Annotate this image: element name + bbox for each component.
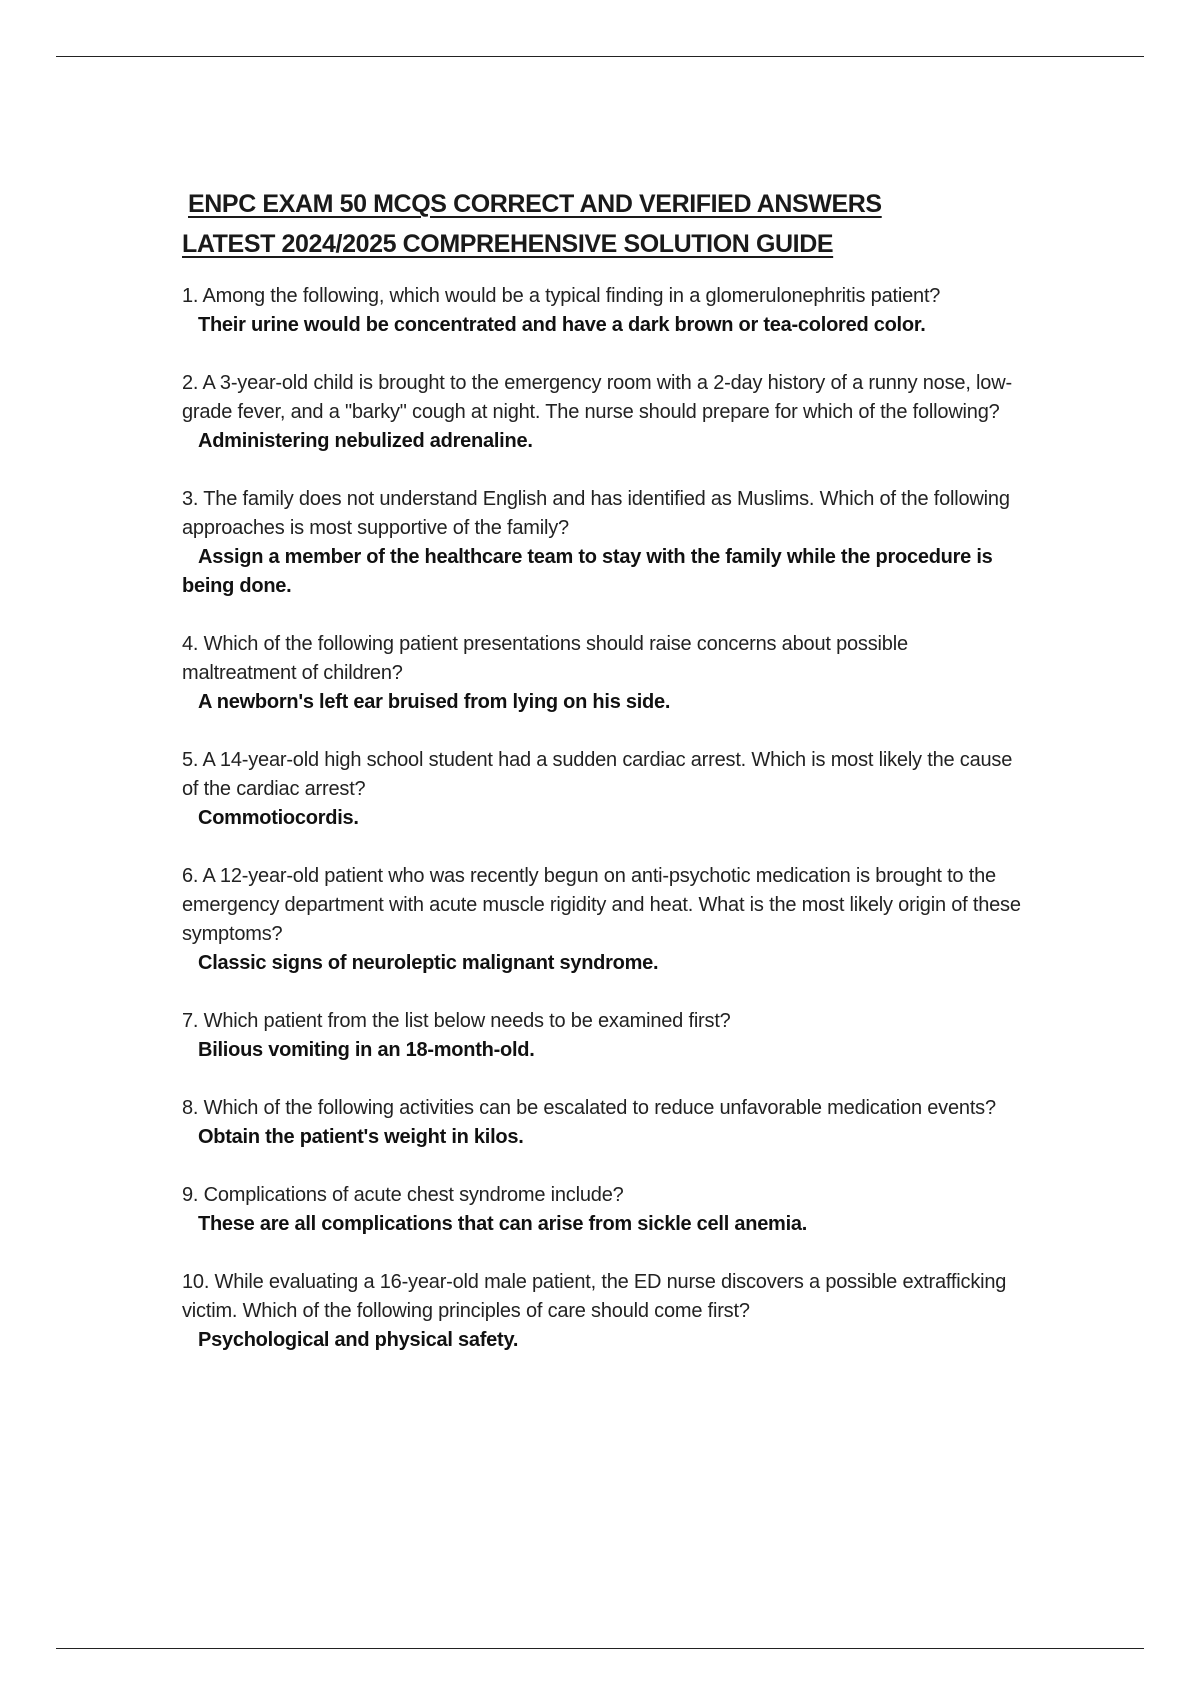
- qa-item: [182, 369, 1022, 456]
- answer-text: A newborn's left ear bruised from lying on his side.: [198, 691, 671, 713]
- answer-text: Assign a member of the healthcare team to stay with the family while the procedure is being done.: [182, 546, 993, 597]
- question-text: 5. A 14-year-old high school student had a sudden cardiac arrest. Which is most likely the cause of the cardiac arrest?: [182, 749, 1013, 800]
- question-text: 1. Among the following, which would be a typical finding in a glomerulonephritis patient?: [182, 285, 941, 307]
- qa-item: [182, 746, 1022, 833]
- document-title: [182, 184, 1022, 264]
- answer-text: Bilious vomiting in an 18-month-old.: [198, 1039, 535, 1061]
- qa-item: [182, 862, 1022, 978]
- answer-text: Their urine would be concentrated and have a dark brown or tea-colored color.: [198, 314, 926, 336]
- question-text: 4. Which of the following patient presentations should raise concerns about possible maltreatment of children?: [182, 633, 908, 684]
- question-text: 2. A 3-year-old child is brought to the emergency room with a 2-day history of a runny nose, low-grade fever, and a "barky" cough at night. The nurse should prepare for which of the following?: [182, 372, 1012, 423]
- footer-rule: [56, 1648, 1144, 1649]
- question-text: 7. Which patient from the list below needs to be examined first?: [182, 1010, 731, 1032]
- title-line-1: ENPC EXAM 50 MCQS CORRECT AND VERIFIED ANSWERS: [188, 190, 882, 218]
- answer-text: Administering nebulized adrenaline.: [198, 430, 533, 452]
- question-text: 10. While evaluating a 16-year-old male patient, the ED nurse discovers a possible extrafficking victim. Which of the following principles of care should come first?: [182, 1271, 1007, 1322]
- qa-item: [182, 282, 1022, 340]
- question-text: 9. Complications of acute chest syndrome include?: [182, 1184, 624, 1206]
- answer-text: Commotiocordis.: [198, 807, 359, 829]
- qa-item: [182, 1181, 1022, 1239]
- qa-item: [182, 630, 1022, 717]
- question-text: 6. A 12-year-old patient who was recently begun on anti-psychotic medication is brought to the emergency department with acute muscle rigidity and heat. What is the most likely origin of these symptoms?: [182, 865, 1021, 945]
- answer-text: Obtain the patient's weight in kilos.: [198, 1126, 524, 1148]
- answer-text: Classic signs of neuroleptic malignant syndrome.: [198, 952, 659, 974]
- question-text: 8. Which of the following activities can be escalated to reduce unfavorable medication events?: [182, 1097, 996, 1119]
- qa-item: [182, 1007, 1022, 1065]
- answer-text: Psychological and physical safety.: [198, 1329, 519, 1351]
- qa-item: [182, 485, 1022, 601]
- question-text: 3. The family does not understand English and has identified as Muslims. Which of the following approaches is most supportive of the family?: [182, 488, 1010, 539]
- title-line-2: LATEST 2024/2025 COMPREHENSIVE SOLUTION GUIDE: [182, 230, 834, 258]
- qa-item: [182, 1094, 1022, 1152]
- qa-item: [182, 1268, 1022, 1355]
- document-body: [182, 184, 1022, 1384]
- answer-text: These are all complications that can arise from sickle cell anemia.: [198, 1213, 808, 1235]
- header-rule: [56, 56, 1144, 57]
